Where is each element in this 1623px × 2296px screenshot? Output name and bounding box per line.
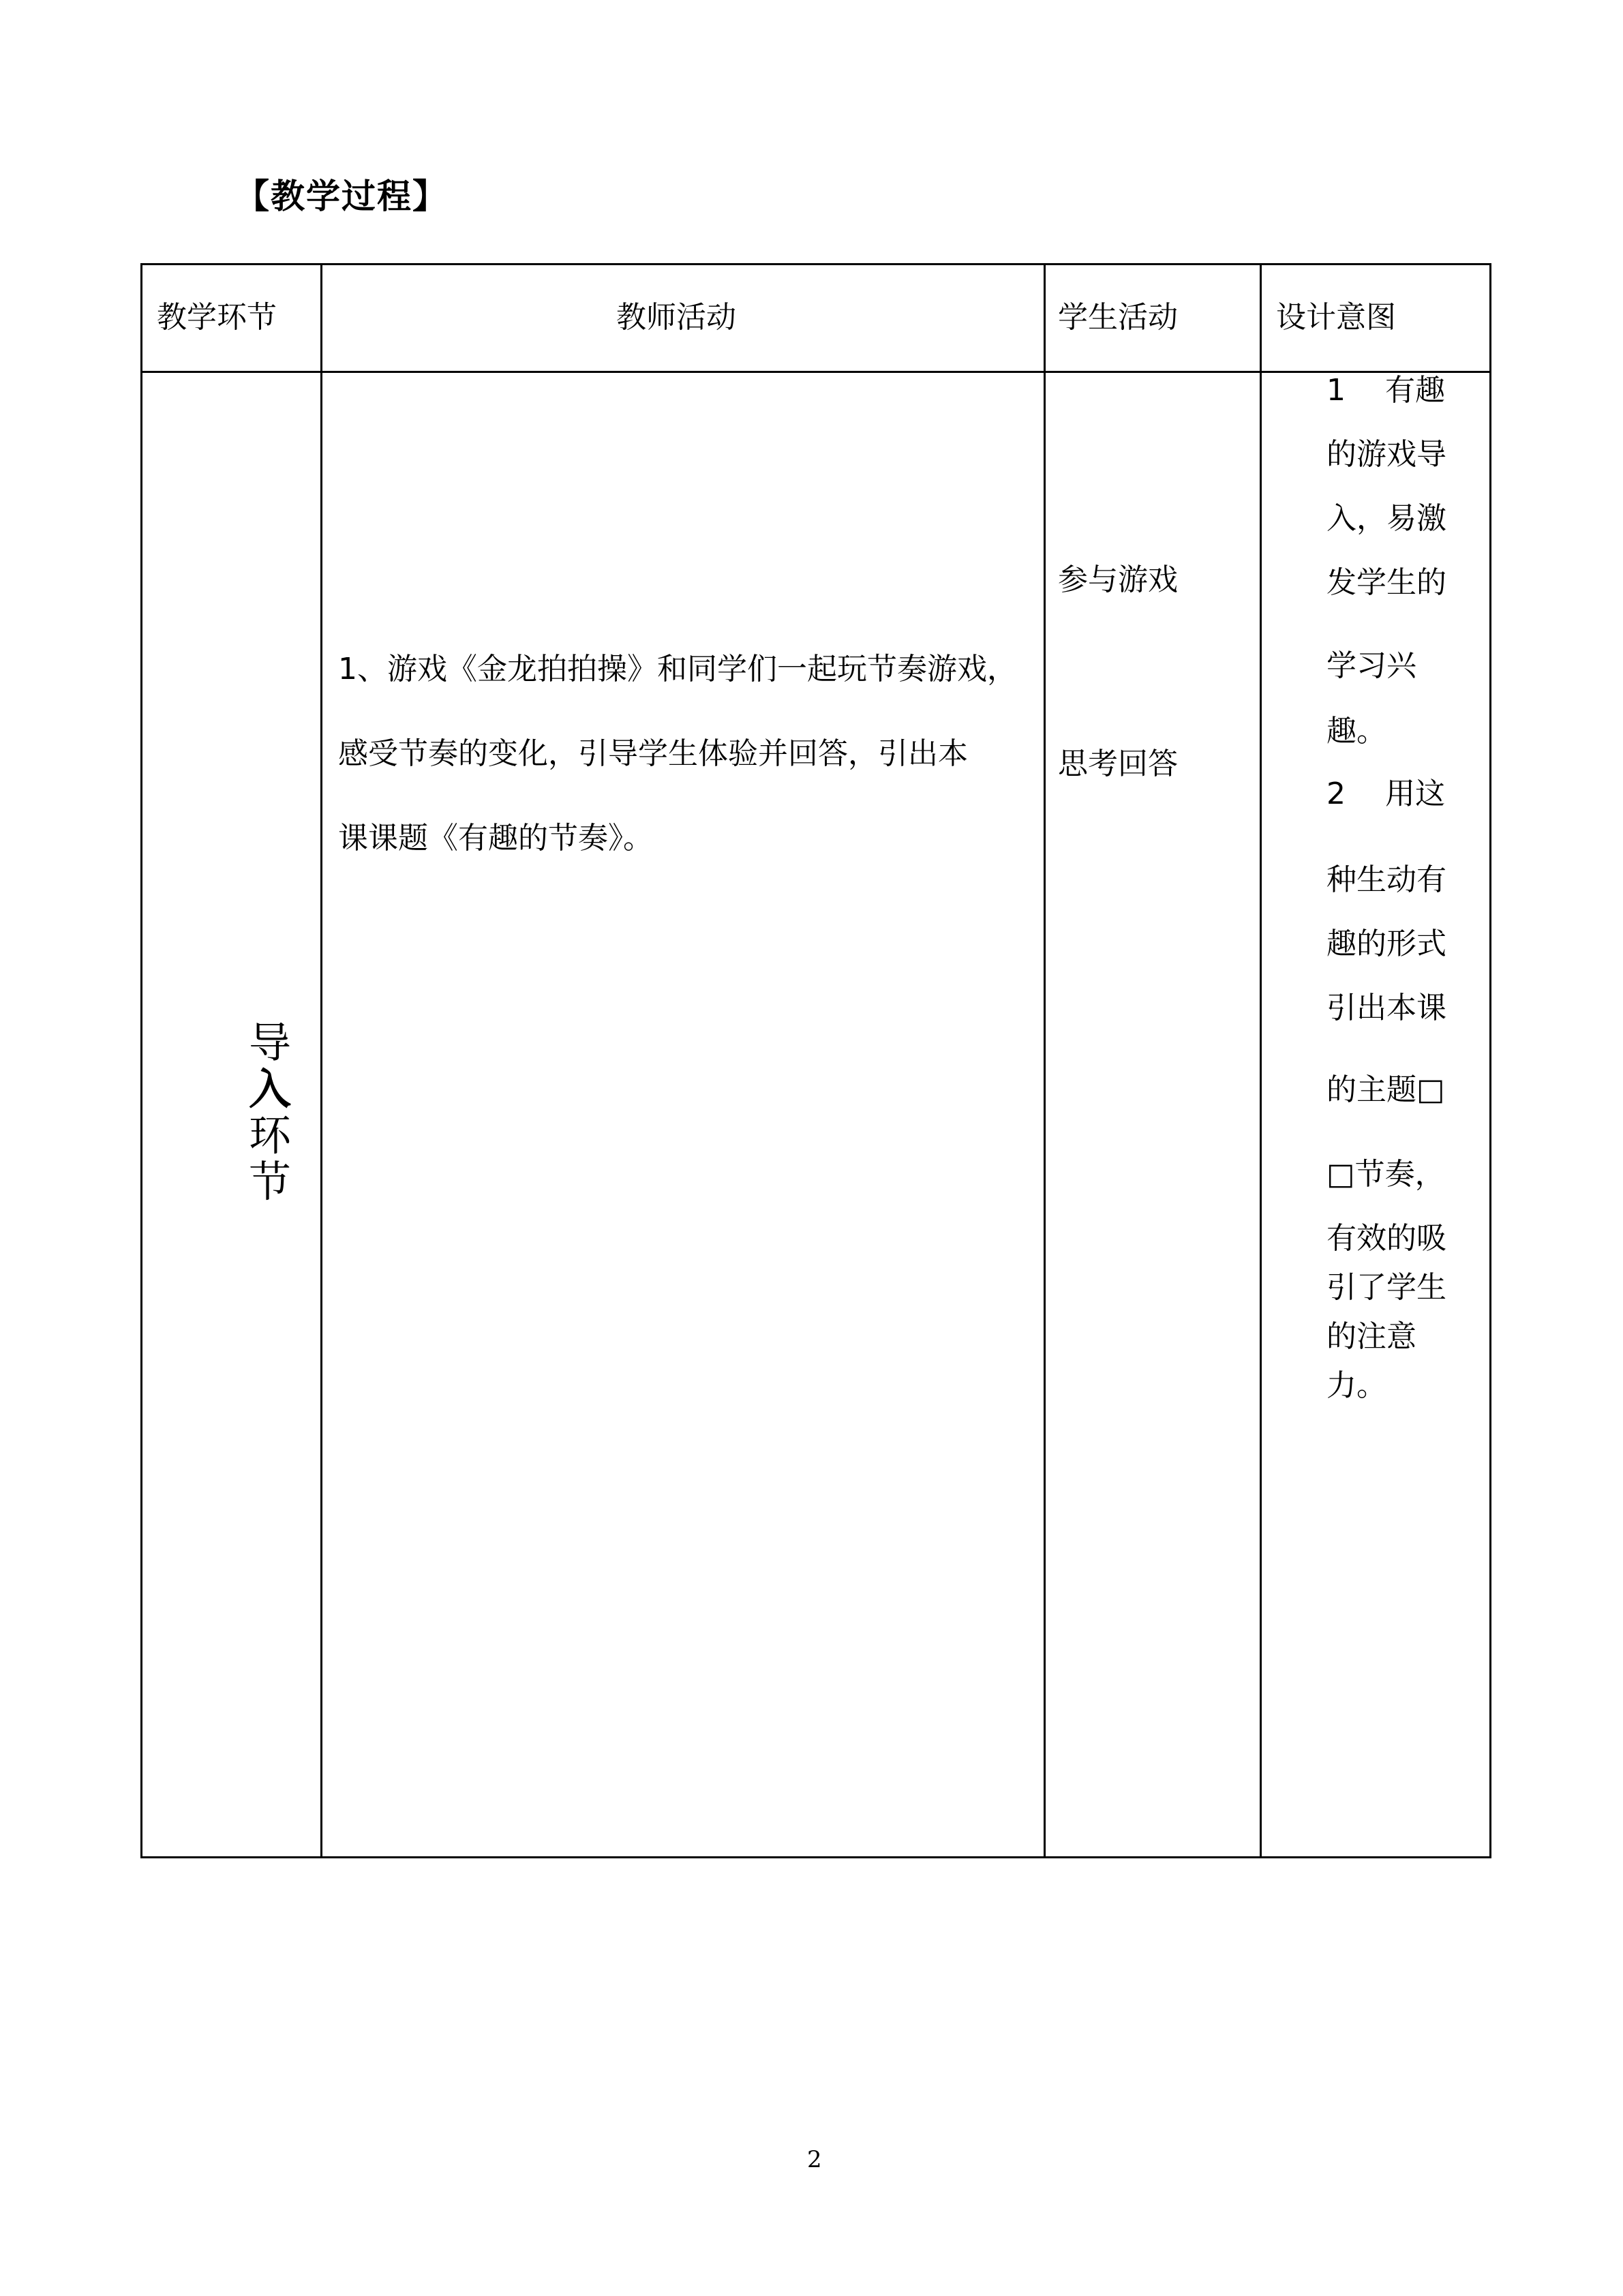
design-line: 的游戏导 [1326, 437, 1446, 472]
stage-char: 环 [248, 1111, 291, 1160]
header-student-activity: 学生活动 [1058, 300, 1178, 335]
table-border-right [1489, 263, 1491, 1858]
header-stage: 教学环节 [157, 300, 277, 335]
design-line: 引出本课 [1326, 991, 1446, 1025]
stage-char: 导 [248, 1018, 291, 1068]
design-line: 趣。 [1326, 714, 1386, 749]
design-line: 趣的形式 [1326, 926, 1446, 961]
table-border-left [140, 263, 142, 1858]
page-number: 2 [807, 2146, 822, 2173]
stage-char: 入 [248, 1064, 291, 1114]
stage-cell [239, 1020, 301, 1205]
teaching-process-table [140, 263, 1491, 1858]
design-line: 入，易激 [1326, 501, 1446, 536]
teacher-activity-cell [338, 627, 1027, 881]
column-divider [320, 263, 322, 1858]
section-title: 【教学过程】 [235, 177, 448, 216]
design-line: 发学生的 [1326, 565, 1446, 600]
student-activity-item: 参与游戏 [1058, 562, 1178, 597]
design-line: 有效的吸 [1326, 1221, 1446, 1256]
header-teacher-activity: 教师活动 [616, 300, 736, 335]
design-line: 种生动有 [1326, 862, 1446, 897]
design-line: □节奏， [1326, 1157, 1445, 1192]
design-line: 引了学生 [1326, 1270, 1446, 1305]
stage-char: 节 [248, 1157, 291, 1207]
teacher-line: 课课题《有趣的节奏》。 [338, 821, 653, 856]
column-divider [1260, 263, 1262, 1858]
design-line: 1 有趣 [1326, 373, 1445, 408]
student-activity-item: 思考回答 [1058, 746, 1178, 781]
design-line: 学习兴 [1326, 648, 1416, 683]
table-border-bottom [140, 1856, 1491, 1858]
teacher-line: 1、游戏《金龙拍拍操》和同学们一起玩节奏游戏， [338, 652, 1017, 686]
table-border-top [140, 263, 1491, 265]
column-divider [1044, 263, 1046, 1858]
design-line: 2 用这 [1326, 776, 1445, 811]
header-divider [140, 371, 1491, 373]
teacher-line: 感受节奏的变化，引导学生体验并回答，引出本 [338, 736, 968, 771]
header-design-intent: 设计意图 [1276, 300, 1396, 335]
design-line: 力。 [1326, 1368, 1386, 1403]
design-line: 的注意 [1326, 1319, 1416, 1354]
design-line: 的主题□ [1326, 1072, 1445, 1107]
